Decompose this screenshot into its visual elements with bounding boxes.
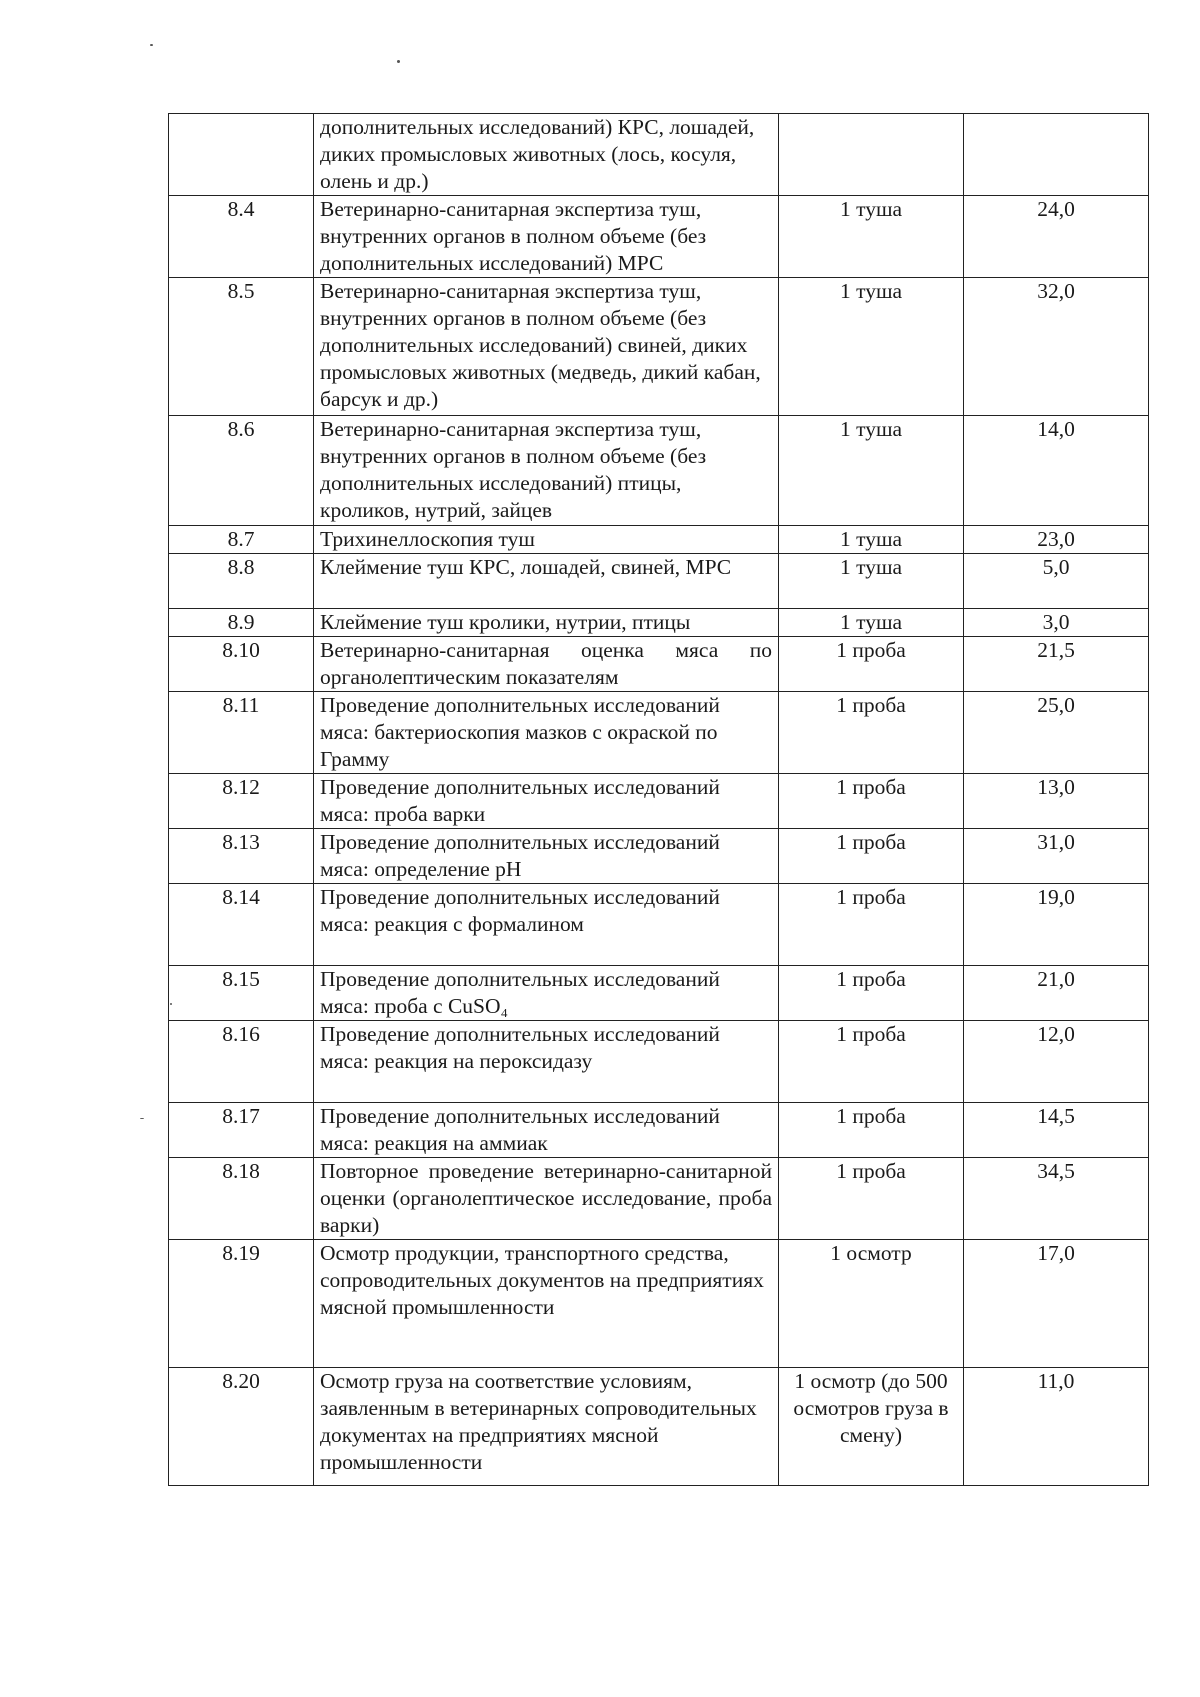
row-price: 5,0	[964, 554, 1149, 609]
table-row	[169, 966, 1149, 1021]
row-number: 8.5	[169, 278, 314, 416]
row-number: 8.15	[169, 966, 314, 1021]
table-row	[169, 609, 1149, 637]
scan-speck	[150, 44, 153, 46]
row-description: Проведение дополнительных исследований мяса: проба с CuSO₄	[314, 966, 779, 1021]
row-price: 13,0	[964, 774, 1149, 829]
row-description: Проведение дополнительных исследований мяса: проба варки	[314, 774, 779, 829]
row-price: 34,5	[964, 1158, 1149, 1240]
row-unit: 1 осмотр	[779, 1240, 964, 1368]
scan-speck	[397, 60, 400, 63]
row-unit: 1 проба	[779, 1103, 964, 1158]
row-price	[964, 114, 1149, 196]
row-number: 8.8	[169, 554, 314, 609]
row-unit: 1 туша	[779, 416, 964, 526]
row-description: Осмотр продукции, транспортного средства, сопроводительных документов на предприятиях мясной промышленности	[314, 1240, 779, 1368]
row-description: Ветеринарно-санитарная экспертиза туш, внутренних органов в полном объеме (без дополнительных исследований) МРС	[314, 196, 779, 278]
row-price: 17,0	[964, 1240, 1149, 1368]
row-number: 8.18	[169, 1158, 314, 1240]
row-description: Ветеринарно-санитарная экспертиза туш, внутренних органов в полном объеме (без дополнительных исследований) свиней, диких промысловых животных (медведь, дикий кабан, барсук и др.)	[314, 278, 779, 416]
row-description: Проведение дополнительных исследований мяса: реакция на аммиак	[314, 1103, 779, 1158]
row-unit: 1 туша	[779, 609, 964, 637]
row-description: Трихинеллоскопия туш	[314, 526, 779, 554]
row-price: 14,5	[964, 1103, 1149, 1158]
row-unit: 1 туша	[779, 278, 964, 416]
row-unit: 1 проба	[779, 692, 964, 774]
row-number: 8.13	[169, 829, 314, 884]
row-unit: 1 туша	[779, 554, 964, 609]
table-row	[169, 278, 1149, 416]
row-number: 8.6	[169, 416, 314, 526]
table-row	[169, 829, 1149, 884]
row-number: 8.20	[169, 1368, 314, 1486]
row-price: 3,0	[964, 609, 1149, 637]
row-unit: 1 туша	[779, 526, 964, 554]
row-unit	[779, 114, 964, 196]
row-unit: 1 туша	[779, 196, 964, 278]
row-price: 21,5	[964, 637, 1149, 692]
row-description: Клеймение туш кролики, нутрии, птицы	[314, 609, 779, 637]
row-unit: 1 проба	[779, 1021, 964, 1103]
table-row	[169, 637, 1149, 692]
scan-speck	[140, 1118, 144, 1119]
row-description: дополнительных исследований) КРС, лошадей, диких промысловых животных (лось, косуля, олень и др.)	[314, 114, 779, 196]
row-number: 8.4	[169, 196, 314, 278]
table-row	[169, 1021, 1149, 1103]
row-unit: 1 проба	[779, 884, 964, 966]
table-row	[169, 1158, 1149, 1240]
row-number: 8.10	[169, 637, 314, 692]
row-number: 8.16	[169, 1021, 314, 1103]
table-row	[169, 416, 1149, 526]
table-row-continuation	[169, 114, 1149, 196]
price-table	[168, 113, 1149, 1486]
row-number: 8.9	[169, 609, 314, 637]
row-price: 31,0	[964, 829, 1149, 884]
row-description: Проведение дополнительных исследований мяса: определение pH	[314, 829, 779, 884]
row-price: 23,0	[964, 526, 1149, 554]
row-description: Клеймение туш КРС, лошадей, свиней, МРС	[314, 554, 779, 609]
row-description: Повторное проведение ветеринарно-санитарной оценки (органолептическое исследование, проба варки)	[314, 1158, 779, 1240]
row-number: 8.7	[169, 526, 314, 554]
row-description: Проведение дополнительных исследований мяса: бактериоскопия мазков с окраской по Грамму	[314, 692, 779, 774]
row-price: 14,0	[964, 416, 1149, 526]
table-row	[169, 1103, 1149, 1158]
row-unit: 1 проба	[779, 774, 964, 829]
table-row	[169, 554, 1149, 609]
row-price: 11,0	[964, 1368, 1149, 1486]
table-row	[169, 526, 1149, 554]
row-description: Проведение дополнительных исследований мяса: реакция с формалином	[314, 884, 779, 966]
table-row	[169, 692, 1149, 774]
row-number: 8.14	[169, 884, 314, 966]
table-row	[169, 1240, 1149, 1368]
row-description: Проведение дополнительных исследований мяса: реакция на пероксидазу	[314, 1021, 779, 1103]
row-price: 12,0	[964, 1021, 1149, 1103]
row-price: 21,0	[964, 966, 1149, 1021]
row-unit: 1 проба	[779, 966, 964, 1021]
row-number: 8.12	[169, 774, 314, 829]
row-price: 25,0	[964, 692, 1149, 774]
row-description: Ветеринарно-санитарная оценка мяса по органолептическим показателям	[314, 637, 779, 692]
table-row	[169, 1368, 1149, 1486]
row-unit: 1 осмотр (до 500 осмотров груза в смену)	[779, 1368, 964, 1486]
table-row	[169, 196, 1149, 278]
row-price: 32,0	[964, 278, 1149, 416]
row-description: Осмотр груза на соответствие условиям, заявленным в ветеринарных сопроводительных документах на предприятиях мясной промышленности	[314, 1368, 779, 1486]
table-row	[169, 884, 1149, 966]
row-number: 8.19	[169, 1240, 314, 1368]
row-number: 8.11	[169, 692, 314, 774]
row-unit: 1 проба	[779, 829, 964, 884]
row-price: 24,0	[964, 196, 1149, 278]
row-price: 19,0	[964, 884, 1149, 966]
row-description: Ветеринарно-санитарная экспертиза туш, внутренних органов в полном объеме (без дополнительных исследований) птицы, кроликов, нутрий, зайцев	[314, 416, 779, 526]
row-unit: 1 проба	[779, 637, 964, 692]
row-number	[169, 114, 314, 196]
row-number: 8.17	[169, 1103, 314, 1158]
table-row	[169, 774, 1149, 829]
row-unit: 1 проба	[779, 1158, 964, 1240]
